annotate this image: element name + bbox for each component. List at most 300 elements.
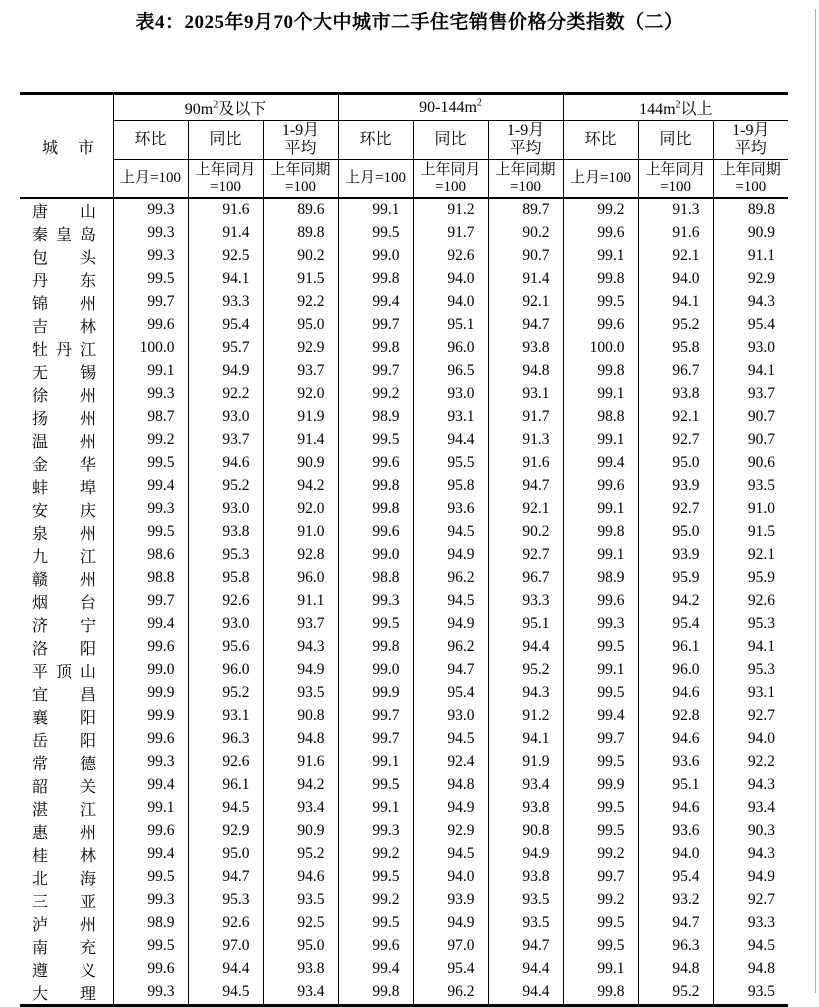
index-value-cell: 92.1 bbox=[638, 406, 713, 429]
city-name-char: 济 bbox=[32, 618, 49, 635]
city-name bbox=[32, 291, 96, 314]
index-value-cell: 93.8 bbox=[488, 866, 563, 889]
city-name-char: 顶 bbox=[55, 664, 72, 681]
city-header-char: 城 bbox=[42, 139, 59, 157]
index-value-cell: 93.5 bbox=[263, 889, 338, 912]
group-label-superscript: 2 bbox=[476, 97, 482, 109]
index-value-cell: 90.7 bbox=[713, 406, 788, 429]
city-name-char: 林 bbox=[79, 319, 96, 336]
table-row bbox=[20, 521, 788, 544]
index-value-cell: 99.9 bbox=[563, 774, 638, 797]
metric-label-line1: 同比 bbox=[434, 131, 467, 148]
city-name-char: 江 bbox=[79, 802, 96, 819]
index-value-cell: 93.2 bbox=[638, 889, 713, 912]
index-value-cell: 94.0 bbox=[413, 268, 488, 291]
index-value-cell: 89.7 bbox=[488, 198, 563, 222]
base-label-line1: 上月=100 bbox=[120, 170, 181, 186]
index-value-cell: 94.0 bbox=[713, 728, 788, 751]
base-label-line1: 上年同月 bbox=[195, 161, 256, 178]
table-row bbox=[20, 751, 788, 774]
index-value-cell: 90.2 bbox=[263, 245, 338, 268]
base-label-line1: 上年同期 bbox=[495, 161, 556, 178]
city-header-label bbox=[42, 135, 94, 158]
city-name-cell bbox=[20, 843, 113, 866]
city-name-cell bbox=[20, 912, 113, 935]
base-label-line1: 上年同月 bbox=[645, 161, 706, 178]
index-value-cell: 99.5 bbox=[563, 797, 638, 820]
city-name bbox=[32, 958, 96, 981]
index-value-cell: 94.7 bbox=[488, 475, 563, 498]
index-value-cell: 99.0 bbox=[338, 659, 413, 682]
index-value-cell: 95.1 bbox=[488, 613, 563, 636]
city-name-char: 南 bbox=[32, 940, 49, 957]
index-value-cell: 95.1 bbox=[413, 314, 488, 337]
city-name bbox=[32, 360, 96, 383]
city-name-cell bbox=[20, 406, 113, 429]
city-name-char: 丹 bbox=[55, 342, 72, 359]
index-value-cell: 94.5 bbox=[413, 843, 488, 866]
city-name-cell bbox=[20, 659, 113, 682]
index-value-cell: 99.2 bbox=[338, 889, 413, 912]
city-name-char: 山 bbox=[79, 204, 96, 221]
index-value-cell: 99.1 bbox=[563, 498, 638, 521]
city-name-char: 关 bbox=[79, 779, 96, 796]
city-name-char: 林 bbox=[79, 848, 96, 865]
city-name-cell bbox=[20, 797, 113, 820]
city-header-char: 市 bbox=[77, 139, 94, 157]
col-group-header bbox=[113, 94, 338, 121]
index-value-cell: 90.7 bbox=[713, 429, 788, 452]
index-value-cell: 91.7 bbox=[488, 406, 563, 429]
base-label-line2: =100 bbox=[735, 178, 767, 195]
index-value-cell: 98.9 bbox=[563, 567, 638, 590]
index-value-cell: 93.5 bbox=[488, 912, 563, 935]
index-value-cell: 92.2 bbox=[713, 751, 788, 774]
table-row bbox=[20, 452, 788, 475]
index-value-cell: 94.1 bbox=[638, 291, 713, 314]
index-value-cell: 99.6 bbox=[338, 521, 413, 544]
city-name-cell bbox=[20, 498, 113, 521]
city-name-char: 惠 bbox=[32, 825, 49, 842]
col-header-metric bbox=[563, 121, 638, 160]
index-value-cell: 94.5 bbox=[188, 981, 263, 1006]
index-value-cell: 94.3 bbox=[713, 843, 788, 866]
index-value-cell: 93.8 bbox=[188, 521, 263, 544]
col-header-base bbox=[638, 160, 713, 199]
index-value-cell: 99.7 bbox=[563, 728, 638, 751]
index-value-cell: 93.9 bbox=[638, 475, 713, 498]
index-value-cell: 92.1 bbox=[713, 544, 788, 567]
index-value-cell: 99.4 bbox=[113, 475, 188, 498]
city-name-char: 阳 bbox=[79, 710, 96, 727]
index-value-cell: 92.7 bbox=[488, 544, 563, 567]
table-row bbox=[20, 314, 788, 337]
index-value-cell: 90.9 bbox=[713, 222, 788, 245]
group-label-pre: 90-144m bbox=[419, 98, 477, 116]
index-value-cell: 91.4 bbox=[188, 222, 263, 245]
index-value-cell: 94.6 bbox=[263, 866, 338, 889]
index-value-cell: 92.5 bbox=[263, 912, 338, 935]
city-name bbox=[32, 636, 96, 659]
city-name-cell bbox=[20, 314, 113, 337]
city-name bbox=[32, 521, 96, 544]
group-label-superscript: 2 bbox=[675, 99, 681, 111]
table-row bbox=[20, 912, 788, 935]
index-value-cell: 91.6 bbox=[488, 452, 563, 475]
index-value-cell: 99.5 bbox=[113, 452, 188, 475]
index-value-cell: 94.4 bbox=[488, 636, 563, 659]
index-value-cell: 92.7 bbox=[713, 889, 788, 912]
col-header-base bbox=[113, 160, 188, 199]
index-value-cell: 98.8 bbox=[113, 567, 188, 590]
index-value-cell: 92.1 bbox=[488, 498, 563, 521]
index-value-cell: 93.7 bbox=[188, 429, 263, 452]
base-label-line2: =100 bbox=[660, 178, 692, 195]
index-value-cell: 91.5 bbox=[713, 521, 788, 544]
index-value-cell: 99.1 bbox=[113, 360, 188, 383]
index-value-cell: 99.6 bbox=[113, 636, 188, 659]
table-row bbox=[20, 613, 788, 636]
city-name-char: 温 bbox=[32, 434, 49, 451]
index-value-cell: 95.4 bbox=[188, 314, 263, 337]
city-name-cell bbox=[20, 590, 113, 613]
city-name-cell bbox=[20, 475, 113, 498]
table-row bbox=[20, 429, 788, 452]
index-value-cell: 99.4 bbox=[113, 843, 188, 866]
city-name bbox=[32, 268, 96, 291]
index-value-cell: 99.6 bbox=[338, 935, 413, 958]
city-name-cell bbox=[20, 958, 113, 981]
index-value-cell: 99.9 bbox=[113, 682, 188, 705]
city-name bbox=[32, 682, 96, 705]
index-value-cell: 95.3 bbox=[713, 613, 788, 636]
index-value-cell: 96.0 bbox=[638, 659, 713, 682]
index-value-cell: 97.0 bbox=[188, 935, 263, 958]
city-name-cell bbox=[20, 245, 113, 268]
city-name-cell bbox=[20, 866, 113, 889]
index-value-cell: 99.6 bbox=[563, 314, 638, 337]
city-name bbox=[32, 751, 96, 774]
index-value-cell: 99.8 bbox=[338, 268, 413, 291]
index-value-cell: 94.8 bbox=[713, 958, 788, 981]
city-name bbox=[32, 406, 96, 429]
city-name-cell bbox=[20, 728, 113, 751]
index-value-cell: 92.7 bbox=[713, 705, 788, 728]
index-value-cell: 94.9 bbox=[413, 912, 488, 935]
city-name-char: 州 bbox=[79, 296, 96, 313]
index-value-cell: 94.3 bbox=[263, 636, 338, 659]
city-name-cell bbox=[20, 820, 113, 843]
city-name-cell bbox=[20, 268, 113, 291]
index-value-cell: 91.9 bbox=[488, 751, 563, 774]
index-value-cell: 92.1 bbox=[488, 291, 563, 314]
city-name-char: 岳 bbox=[32, 733, 49, 750]
group-label-superscript: 2 bbox=[213, 99, 219, 111]
city-name-char: 韶 bbox=[32, 779, 49, 796]
index-value-cell: 92.6 bbox=[188, 590, 263, 613]
index-value-cell: 99.3 bbox=[338, 820, 413, 843]
index-value-cell: 95.0 bbox=[638, 452, 713, 475]
index-value-cell: 94.5 bbox=[413, 728, 488, 751]
index-value-cell: 94.0 bbox=[413, 291, 488, 314]
index-value-cell: 92.8 bbox=[638, 705, 713, 728]
index-value-cell: 99.7 bbox=[338, 705, 413, 728]
index-value-cell: 99.8 bbox=[563, 521, 638, 544]
index-value-cell: 94.9 bbox=[713, 866, 788, 889]
col-header-base bbox=[488, 160, 563, 199]
table-row bbox=[20, 659, 788, 682]
metric-label-line1: 同比 bbox=[659, 131, 692, 148]
index-value-cell: 99.5 bbox=[338, 429, 413, 452]
city-name bbox=[32, 659, 96, 682]
city-name-cell bbox=[20, 636, 113, 659]
index-value-cell: 99.1 bbox=[338, 751, 413, 774]
index-value-cell: 99.6 bbox=[113, 728, 188, 751]
index-value-cell: 93.1 bbox=[713, 682, 788, 705]
index-value-cell: 99.0 bbox=[338, 544, 413, 567]
index-value-cell: 95.7 bbox=[188, 337, 263, 360]
index-value-cell: 93.0 bbox=[188, 498, 263, 521]
city-name bbox=[32, 843, 96, 866]
city-name-char: 埠 bbox=[79, 480, 96, 497]
city-name bbox=[32, 705, 96, 728]
index-value-cell: 90.9 bbox=[263, 820, 338, 843]
table-row bbox=[20, 889, 788, 912]
index-value-cell: 94.3 bbox=[713, 291, 788, 314]
index-value-cell: 99.1 bbox=[338, 797, 413, 820]
base-label-line2: =100 bbox=[210, 178, 241, 195]
city-name-char: 州 bbox=[79, 526, 96, 543]
index-value-cell: 99.1 bbox=[563, 429, 638, 452]
city-name bbox=[32, 245, 96, 268]
city-name-char: 庆 bbox=[79, 503, 96, 520]
col-header-base bbox=[263, 160, 338, 199]
index-value-cell: 91.1 bbox=[263, 590, 338, 613]
index-value-cell: 95.5 bbox=[413, 452, 488, 475]
index-value-cell: 99.7 bbox=[563, 866, 638, 889]
index-value-cell: 99.8 bbox=[338, 337, 413, 360]
index-value-cell: 90.3 bbox=[713, 820, 788, 843]
index-value-cell: 94.7 bbox=[413, 659, 488, 682]
index-value-cell: 98.9 bbox=[113, 912, 188, 935]
index-value-cell: 95.9 bbox=[713, 567, 788, 590]
index-value-cell: 93.5 bbox=[713, 475, 788, 498]
city-name-char: 常 bbox=[32, 756, 49, 773]
city-name-char: 德 bbox=[79, 756, 96, 773]
index-value-cell: 99.4 bbox=[563, 705, 638, 728]
city-name-cell bbox=[20, 452, 113, 475]
index-value-cell: 93.6 bbox=[638, 751, 713, 774]
col-header-metric bbox=[713, 121, 788, 160]
index-value-cell: 99.7 bbox=[113, 590, 188, 613]
city-name-cell bbox=[20, 383, 113, 406]
index-value-cell: 95.3 bbox=[188, 544, 263, 567]
city-name-char: 州 bbox=[79, 825, 96, 842]
index-value-cell: 99.0 bbox=[338, 245, 413, 268]
index-value-cell: 99.2 bbox=[338, 843, 413, 866]
city-name-cell bbox=[20, 751, 113, 774]
city-name-char: 州 bbox=[79, 388, 96, 405]
index-value-cell: 93.5 bbox=[263, 682, 338, 705]
city-name-char: 安 bbox=[32, 503, 49, 520]
index-value-cell: 99.7 bbox=[113, 291, 188, 314]
index-value-cell: 99.6 bbox=[563, 222, 638, 245]
index-value-cell: 91.0 bbox=[713, 498, 788, 521]
city-name-char: 桂 bbox=[32, 848, 49, 865]
index-value-cell: 99.2 bbox=[563, 198, 638, 222]
index-value-cell: 95.6 bbox=[188, 636, 263, 659]
index-value-cell: 93.8 bbox=[488, 797, 563, 820]
index-value-cell: 95.3 bbox=[188, 889, 263, 912]
table-row bbox=[20, 958, 788, 981]
city-name-char: 海 bbox=[79, 871, 96, 888]
index-value-cell: 93.4 bbox=[713, 797, 788, 820]
city-name-char: 东 bbox=[79, 273, 96, 290]
city-name bbox=[32, 820, 96, 843]
index-value-cell: 91.1 bbox=[713, 245, 788, 268]
city-name-char: 皇 bbox=[55, 227, 72, 244]
city-name-cell bbox=[20, 222, 113, 245]
city-name bbox=[32, 383, 96, 406]
col-header-base bbox=[338, 160, 413, 199]
metric-label-line1: 环比 bbox=[359, 131, 392, 148]
table-row bbox=[20, 728, 788, 751]
index-value-cell: 91.0 bbox=[263, 521, 338, 544]
index-value-cell: 94.8 bbox=[413, 774, 488, 797]
city-name-char: 州 bbox=[79, 572, 96, 589]
index-value-cell: 93.4 bbox=[263, 797, 338, 820]
index-value-cell: 93.1 bbox=[188, 705, 263, 728]
city-name-char: 锦 bbox=[32, 296, 49, 313]
index-value-cell: 99.5 bbox=[113, 268, 188, 291]
index-value-cell: 99.1 bbox=[338, 198, 413, 222]
table-row bbox=[20, 360, 788, 383]
index-value-cell: 93.0 bbox=[188, 613, 263, 636]
index-value-cell: 96.1 bbox=[638, 636, 713, 659]
index-value-cell: 99.7 bbox=[338, 728, 413, 751]
index-value-cell: 93.6 bbox=[413, 498, 488, 521]
table-row bbox=[20, 774, 788, 797]
index-value-cell: 93.5 bbox=[713, 981, 788, 1006]
metric-label-line2: 平均 bbox=[509, 140, 542, 157]
group-label-pre: 90m bbox=[184, 101, 214, 118]
index-value-cell: 99.8 bbox=[338, 981, 413, 1006]
city-name-char: 义 bbox=[79, 963, 96, 980]
index-value-cell: 93.7 bbox=[263, 360, 338, 383]
table-row bbox=[20, 797, 788, 820]
city-name-char: 州 bbox=[79, 917, 96, 934]
index-value-cell: 99.5 bbox=[563, 751, 638, 774]
table-row bbox=[20, 198, 788, 222]
city-name-cell bbox=[20, 360, 113, 383]
col-group-header bbox=[338, 94, 563, 121]
index-value-cell: 95.3 bbox=[713, 659, 788, 682]
index-value-cell: 99.5 bbox=[113, 521, 188, 544]
index-value-cell: 90.6 bbox=[713, 452, 788, 475]
table-header bbox=[20, 94, 788, 199]
index-value-cell: 94.4 bbox=[488, 981, 563, 1006]
city-name-char: 扬 bbox=[32, 411, 49, 428]
index-value-cell: 99.3 bbox=[113, 245, 188, 268]
index-value-cell: 95.0 bbox=[263, 314, 338, 337]
index-value-cell: 99.1 bbox=[563, 245, 638, 268]
index-value-cell: 94.5 bbox=[413, 590, 488, 613]
index-value-cell: 94.7 bbox=[188, 866, 263, 889]
index-value-cell: 99.2 bbox=[113, 429, 188, 452]
index-value-cell: 95.0 bbox=[188, 843, 263, 866]
index-value-cell: 96.2 bbox=[413, 567, 488, 590]
index-value-cell: 90.2 bbox=[488, 222, 563, 245]
index-value-cell: 93.1 bbox=[488, 383, 563, 406]
index-value-cell: 97.0 bbox=[413, 935, 488, 958]
index-value-cell: 93.3 bbox=[713, 912, 788, 935]
table-row bbox=[20, 636, 788, 659]
index-value-cell: 99.3 bbox=[113, 751, 188, 774]
index-value-cell: 99.4 bbox=[338, 291, 413, 314]
index-value-cell: 99.2 bbox=[563, 843, 638, 866]
index-value-cell: 99.5 bbox=[338, 613, 413, 636]
city-name-char: 洛 bbox=[32, 641, 49, 658]
city-name bbox=[32, 613, 96, 636]
table-row bbox=[20, 291, 788, 314]
base-label-line2: =100 bbox=[510, 178, 542, 195]
table-row bbox=[20, 406, 788, 429]
table-row bbox=[20, 705, 788, 728]
index-value-cell: 95.2 bbox=[188, 682, 263, 705]
city-name-char: 泉 bbox=[32, 526, 49, 543]
city-name-cell bbox=[20, 198, 113, 222]
index-value-cell: 93.0 bbox=[188, 406, 263, 429]
index-value-cell: 96.0 bbox=[413, 337, 488, 360]
city-name-cell bbox=[20, 613, 113, 636]
city-name bbox=[32, 429, 96, 452]
index-value-cell: 99.1 bbox=[563, 544, 638, 567]
index-value-cell: 92.7 bbox=[638, 498, 713, 521]
index-value-cell: 99.7 bbox=[338, 360, 413, 383]
index-value-cell: 99.1 bbox=[563, 958, 638, 981]
table-row bbox=[20, 590, 788, 613]
index-value-cell: 94.8 bbox=[263, 728, 338, 751]
index-value-cell: 93.8 bbox=[263, 958, 338, 981]
metric-label-line1: 1-9月 bbox=[506, 122, 545, 139]
city-name-cell bbox=[20, 291, 113, 314]
index-value-cell: 99.6 bbox=[113, 314, 188, 337]
city-name-char: 宜 bbox=[32, 687, 49, 704]
index-value-cell: 96.0 bbox=[263, 567, 338, 590]
header-row-groups bbox=[20, 94, 788, 121]
index-value-cell: 91.6 bbox=[638, 222, 713, 245]
col-header-base bbox=[563, 160, 638, 199]
index-value-cell: 94.1 bbox=[188, 268, 263, 291]
index-value-cell: 94.7 bbox=[488, 935, 563, 958]
index-value-cell: 95.2 bbox=[638, 314, 713, 337]
city-name bbox=[32, 567, 96, 590]
index-value-cell: 94.1 bbox=[488, 728, 563, 751]
city-name-char: 华 bbox=[79, 457, 96, 474]
city-name-cell bbox=[20, 705, 113, 728]
metric-label-line1: 同比 bbox=[209, 131, 242, 148]
index-value-cell: 99.9 bbox=[113, 705, 188, 728]
city-name bbox=[32, 797, 96, 820]
index-value-cell: 90.8 bbox=[488, 820, 563, 843]
city-name-cell bbox=[20, 521, 113, 544]
index-value-cell: 92.5 bbox=[188, 245, 263, 268]
city-name bbox=[32, 498, 96, 521]
index-value-cell: 100.0 bbox=[563, 337, 638, 360]
index-value-cell: 99.3 bbox=[563, 613, 638, 636]
city-name-char: 九 bbox=[32, 549, 49, 566]
index-value-cell: 92.0 bbox=[263, 498, 338, 521]
